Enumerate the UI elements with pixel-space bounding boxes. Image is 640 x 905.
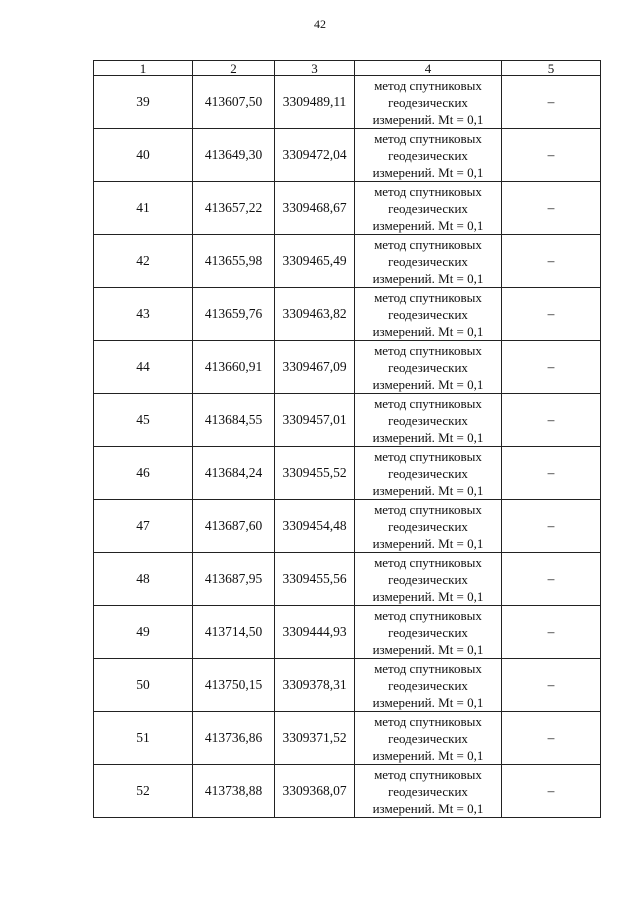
method-line-2: геодезических (388, 94, 468, 110)
method-line-1: метод спутниковых (374, 501, 482, 517)
method-line-1: метод спутниковых (374, 130, 482, 146)
note-cell: – (502, 765, 601, 818)
method-line-2: геодезических (388, 412, 468, 428)
method-line-1: метод спутниковых (374, 183, 482, 199)
table-row (94, 129, 601, 182)
x-coordinate-cell: 413687,60 (193, 500, 275, 553)
method-cell (355, 765, 502, 818)
point-number-cell: 44 (94, 341, 193, 394)
note-cell: – (502, 553, 601, 606)
table-row (94, 659, 601, 712)
note-cell: – (502, 182, 601, 235)
point-number-cell: 46 (94, 447, 193, 500)
method-line-3: измерений. Mt = 0,1 (372, 323, 484, 339)
method-line-1: метод спутниковых (374, 236, 482, 252)
table-row (94, 712, 601, 765)
table-row (94, 341, 601, 394)
method-line-3: измерений. Mt = 0,1 (372, 164, 484, 180)
note-cell: – (502, 341, 601, 394)
x-coordinate-cell: 413660,91 (193, 341, 275, 394)
method-line-3: измерений. Mt = 0,1 (372, 588, 484, 604)
x-coordinate-cell: 413687,95 (193, 553, 275, 606)
x-coordinate-cell: 413684,55 (193, 394, 275, 447)
method-cell (355, 500, 502, 553)
method-line-1: метод спутниковых (374, 713, 482, 729)
method-cell (355, 712, 502, 765)
y-coordinate-cell: 3309455,52 (275, 447, 355, 500)
point-number-cell: 51 (94, 712, 193, 765)
note-cell: – (502, 235, 601, 288)
method-cell (355, 606, 502, 659)
table-row (94, 553, 601, 606)
x-coordinate-cell: 413607,50 (193, 76, 275, 129)
point-number-cell: 42 (94, 235, 193, 288)
method-line-3: измерений. Mt = 0,1 (372, 641, 484, 657)
y-coordinate-cell: 3309467,09 (275, 341, 355, 394)
method-line-1: метод спутниковых (374, 342, 482, 358)
table-row (94, 765, 601, 818)
y-coordinate-cell: 3309368,07 (275, 765, 355, 818)
point-number-cell: 52 (94, 765, 193, 818)
method-cell (355, 659, 502, 712)
point-number-cell: 49 (94, 606, 193, 659)
note-cell: – (502, 288, 601, 341)
point-number-cell: 43 (94, 288, 193, 341)
method-cell (355, 76, 502, 129)
method-line-2: геодезических (388, 518, 468, 534)
method-line-2: геодезических (388, 306, 468, 322)
method-line-3: измерений. Mt = 0,1 (372, 482, 484, 498)
y-coordinate-cell: 3309489,11 (275, 76, 355, 129)
method-line-3: измерений. Mt = 0,1 (372, 270, 484, 286)
y-coordinate-cell: 3309457,01 (275, 394, 355, 447)
method-line-3: измерений. Mt = 0,1 (372, 747, 484, 763)
method-line-2: геодезических (388, 253, 468, 269)
y-coordinate-cell: 3309454,48 (275, 500, 355, 553)
x-coordinate-cell: 413750,15 (193, 659, 275, 712)
y-coordinate-cell: 3309463,82 (275, 288, 355, 341)
note-cell: – (502, 129, 601, 182)
x-coordinate-cell: 413657,22 (193, 182, 275, 235)
method-line-1: метод спутниковых (374, 766, 482, 782)
method-line-3: измерений. Mt = 0,1 (372, 535, 484, 551)
column-header-1: 1 (94, 61, 193, 76)
method-line-1: метод спутниковых (374, 448, 482, 464)
method-cell (355, 288, 502, 341)
method-line-1: метод спутниковых (374, 607, 482, 623)
x-coordinate-cell: 413684,24 (193, 447, 275, 500)
method-cell (355, 394, 502, 447)
column-header-2: 2 (193, 61, 275, 76)
x-coordinate-cell: 413736,86 (193, 712, 275, 765)
y-coordinate-cell: 3309444,93 (275, 606, 355, 659)
method-line-3: измерений. Mt = 0,1 (372, 694, 484, 710)
point-number-cell: 45 (94, 394, 193, 447)
note-cell: – (502, 394, 601, 447)
method-line-1: метод спутниковых (374, 554, 482, 570)
column-header-5: 5 (502, 61, 601, 76)
x-coordinate-cell: 413649,30 (193, 129, 275, 182)
note-cell: – (502, 712, 601, 765)
method-line-2: геодезических (388, 147, 468, 163)
column-header-3: 3 (275, 61, 355, 76)
method-line-2: геодезических (388, 783, 468, 799)
table-row (94, 606, 601, 659)
coordinates-table (93, 60, 601, 818)
method-cell (355, 235, 502, 288)
table-row (94, 500, 601, 553)
method-line-2: геодезических (388, 465, 468, 481)
table-row (94, 394, 601, 447)
method-line-2: геодезических (388, 200, 468, 216)
method-line-2: геодезических (388, 624, 468, 640)
method-line-2: геодезических (388, 571, 468, 587)
page-number: 42 (314, 17, 326, 31)
point-number-cell: 39 (94, 76, 193, 129)
y-coordinate-cell: 3309472,04 (275, 129, 355, 182)
table-header-row (94, 61, 601, 76)
method-cell (355, 553, 502, 606)
note-cell: – (502, 659, 601, 712)
y-coordinate-cell: 3309465,49 (275, 235, 355, 288)
point-number-cell: 47 (94, 500, 193, 553)
table-row (94, 447, 601, 500)
method-line-1: метод спутниковых (374, 289, 482, 305)
method-line-2: геодезических (388, 359, 468, 375)
x-coordinate-cell: 413655,98 (193, 235, 275, 288)
x-coordinate-cell: 413738,88 (193, 765, 275, 818)
method-cell (355, 447, 502, 500)
point-number-cell: 40 (94, 129, 193, 182)
method-line-1: метод спутниковых (374, 395, 482, 411)
method-line-2: геодезических (388, 677, 468, 693)
method-line-3: измерений. Mt = 0,1 (372, 217, 484, 233)
method-line-3: измерений. Mt = 0,1 (372, 111, 484, 127)
method-line-2: геодезических (388, 730, 468, 746)
table-row (94, 76, 601, 129)
point-number-cell: 41 (94, 182, 193, 235)
method-line-3: измерений. Mt = 0,1 (372, 800, 484, 816)
method-line-3: измерений. Mt = 0,1 (372, 429, 484, 445)
column-header-4: 4 (355, 61, 502, 76)
method-line-3: измерений. Mt = 0,1 (372, 376, 484, 392)
note-cell: – (502, 606, 601, 659)
y-coordinate-cell: 3309468,67 (275, 182, 355, 235)
note-cell: – (502, 447, 601, 500)
method-cell (355, 129, 502, 182)
table-row (94, 235, 601, 288)
method-cell (355, 182, 502, 235)
table-row (94, 182, 601, 235)
x-coordinate-cell: 413714,50 (193, 606, 275, 659)
y-coordinate-cell: 3309371,52 (275, 712, 355, 765)
y-coordinate-cell: 3309378,31 (275, 659, 355, 712)
table-row (94, 288, 601, 341)
method-line-1: метод спутниковых (374, 77, 482, 93)
note-cell: – (502, 500, 601, 553)
x-coordinate-cell: 413659,76 (193, 288, 275, 341)
method-cell (355, 341, 502, 394)
note-cell: – (502, 76, 601, 129)
point-number-cell: 50 (94, 659, 193, 712)
y-coordinate-cell: 3309455,56 (275, 553, 355, 606)
point-number-cell: 48 (94, 553, 193, 606)
method-line-1: метод спутниковых (374, 660, 482, 676)
